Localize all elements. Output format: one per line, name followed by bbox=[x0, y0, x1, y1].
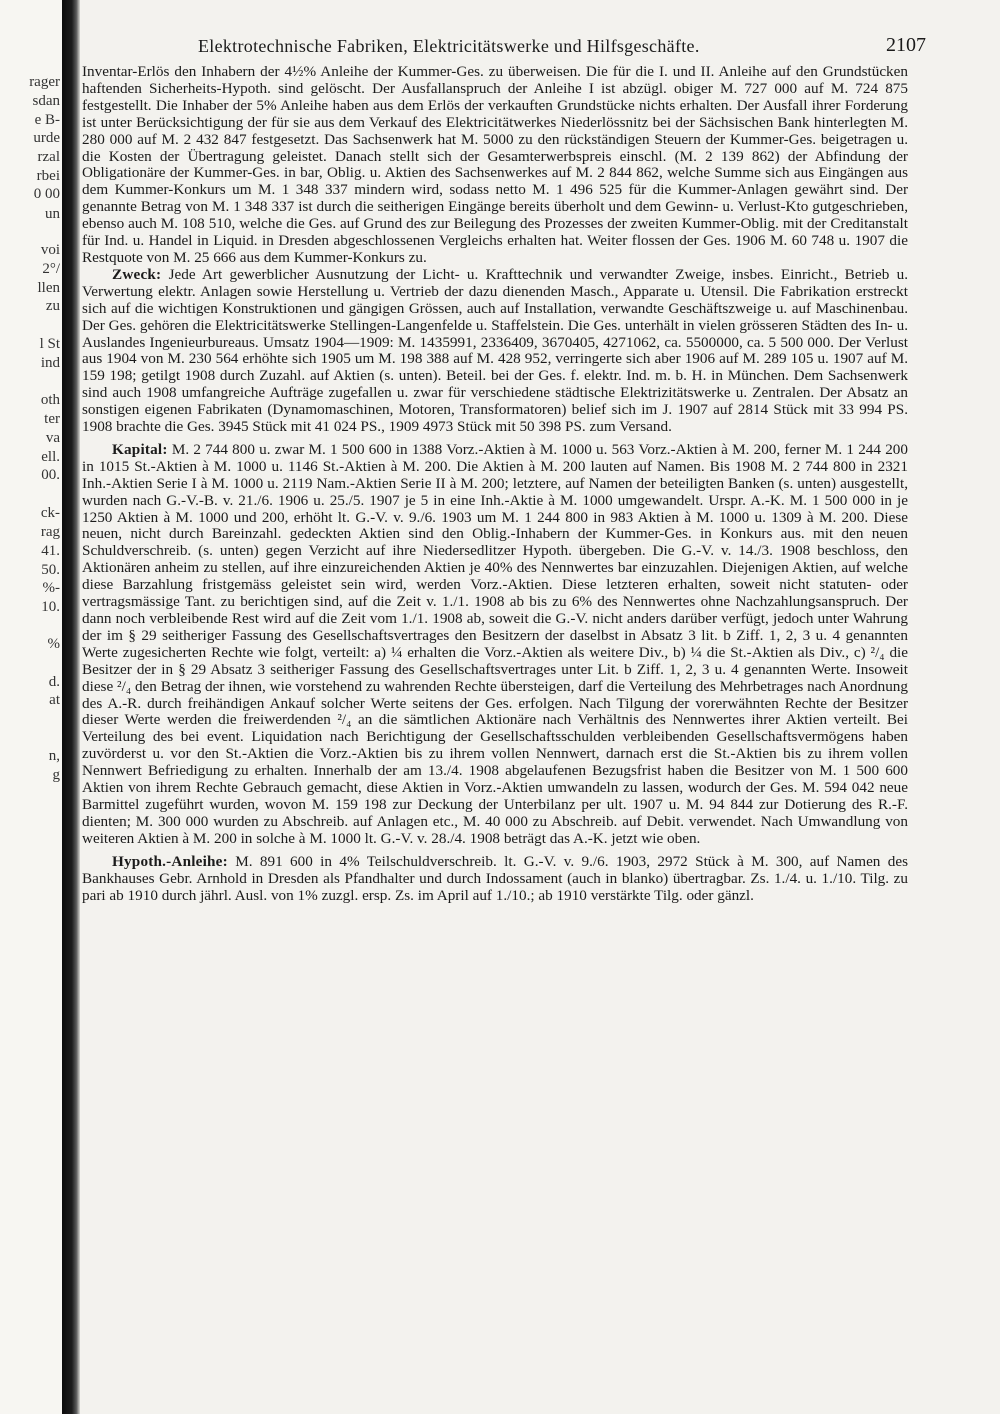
section-kapital bbox=[82, 442, 908, 848]
margin-fragment: 41. bbox=[41, 543, 60, 559]
paragraph-text: M. 891 600 in 4% Teilschuldverschreib. lt. G.-V. v. 9./6. 1903, 2972 Stück à M. 300, auf Namen des Bankhauses Gebr. Arnhold in Dresden als Pfandhalter und durch Indossament (auch in blanko) übertragbar. Zs. 1./4. u. 1./10. Tilg. zu pari ab 1910 durch jährl. Ausl. von 1% zuzgl. ersp. Zs. im April auf 1./10.; ab 1910 verstärkte Tilg. oder gänzl. bbox=[82, 852, 909, 904]
margin-fragment: g bbox=[52, 767, 60, 783]
margin-fragment: ck- bbox=[40, 505, 60, 521]
margin-fragment: rager bbox=[29, 74, 60, 90]
margin-fragment: 0 00 bbox=[33, 186, 60, 202]
margin-fragment: 2°/ bbox=[42, 261, 60, 277]
margin-fragment: 00. bbox=[41, 467, 60, 483]
adjacent-page-margin bbox=[0, 0, 62, 1414]
margin-fragment: % bbox=[47, 636, 60, 652]
margin-fragment: urde bbox=[33, 130, 60, 146]
margin-fragment: ell. bbox=[41, 449, 60, 465]
margin-fragment: ter bbox=[44, 411, 60, 427]
margin-fragment: %- bbox=[42, 580, 60, 596]
running-title: Elektrotechnische Fabriken, Elektricitätswerke und Hilfsgeschäfte. bbox=[198, 36, 700, 56]
section-heading: Kapital: bbox=[112, 440, 168, 458]
margin-fragment: rag bbox=[40, 524, 60, 540]
section-heading: Hypoth.-Anleihe: bbox=[112, 852, 228, 870]
margin-fragment: l St bbox=[39, 336, 60, 352]
page-number: 2107 bbox=[886, 34, 926, 56]
margin-fragment: voi bbox=[40, 242, 60, 258]
paragraph-text: M. 2 744 800 u. zwar M. 1 500 600 in 1388 Vorz.-Aktien à M. 1000 u. 563 Vorz.-Aktien à M. 200, ferner M. 1 244 200 in 1015 St.-Aktien à M. 1000 u. 1146 St.-Aktien à M. 200. Die Aktien à M. 200 lauten auf Namen. Bis 1908 M. 2 744 800 in 2321 Inh.-Aktien Serie I à M. 1000 u. 2119 Nam.-Aktien Serie II à M. 200; letztere, auf Namen der beteiligten Banken (s. unten) ausgestellt, wurden nach G.-V.-B. v. 21./6. 1906 u. 25./5. 1907 je 5 in eine Inh.-Aktie à M. 1000 umgewandelt. Urspr. A.-K. M. 1 500 000 in je 1250 Aktien à M. 1000 und 200, erhöht lt. G.-V. v. 9./6. 1903 um M. 1 244 800 in 983 Aktien à M. 1000 u. 1309 à M. 200. Diese neuen, nicht durch Bareinzahl. gedeckten Aktien sind den Oblig.-Inhabern der Kummer-Ges. in Konkurs aus. mit den neuen Schuldverschreib. (s. unten) gegen Verzicht auf ihre Niedersedlitzer Hypoth. übergeben. Die G.-V. v. 14./3. 1908 beschloss, den Aktionären anheim zu stellen, auf ihre einzureichenden Aktien je 40% des Nennwertes bar einzuzahlen. Diejenigen Aktien, auf welche diese Barzahlung fristgemäss geleistet sein wird, werden Vorz.-Aktien. Diese letzteren erhalten, soweit nicht statuten- oder vertragsmässige Tant. zu berichtigen sind, auf die Zeit v. 1./1. 1908 ab bis zu 6% des Nennwertes ohne Nachzahlungsanspruch. Der dann noch verbleibende Rest wird auf die Zeit vom 1./1. 1908 ab, soweit die G.-V. nicht anders darüber verfügt, jedoch unter Wahrung der im § 29 seitheriger Fassung des Gesellschaftsvertrages den Besitzern der daselbst in Absatz 3 lit. b Ziff. 1, 2, 3 u. 4 genannten Werte zugesicherten Rechte wie folgt, verteilt: a) ¼ erhalten die Vorz.-Aktien als weitere Div., b) ¼ die St.-Aktien als Div., c) ²/₄ die Besitzer der in § 29 Absatz 3 seitheriger Fassung des Gesellschaftsvertrages unter Lit. b Ziff. 1, 2, 3 u. 4 genannten Werte. Insoweit diese ²/₄ den Betrag der ihnen, wie vorstehend zu wahrenden Rechte übersteigen, darf die Verteilung des Mehrbetrages nach Anordnung des A.-R. durch freihändigen Ankauf solcher Werte seitens der Ges. erfolgen. Nach Tilgung der vorerwähnten Rechte der Besitzer dieser Werte werden die freiwerdenden ²/₄ an die sämtlichen Aktionäre nach Verhältnis des Nennwertes ihrer Aktien verteilt. Bei Verteilung des bei event. Liquidation nach Berichtigung der Gesellschaftsschulden verbleibenden Gesellschaftsvermögens haben zuvörderst u. vor den St.-Aktien die Vorz.-Aktien bis zu ihrem vollen Nennwert, darnach erst die St.-Aktien bis zu ihrem vollen Nennwert Befriedigung zu erhalten. Innerhalb der am 13./4. 1908 abgelaufenen Bezugsfrist haben die Besitzer von M. 1 500 600 Aktien von ihrem Rechte Gebrauch gemacht, diese Aktien in Vorz.-Aktien umwandeln zu lassen, wodurch der Ges. M. 594 042 neue Barmittel zugeführt wurden, wovon M. 159 198 zur Deckung der Unterbilanz per ult. 1907 u. M. 94 844 zur Dotierung des R.-F. dienten; M. 300 000 wurden zu Abschreib. auf Anlagen etc., M. 40 000 zu Abschreib. auf Debit. verwendet. Nach Umwandlung von weiteren Aktien à M. 200 in solche à M. 1000 lt. G.-V. v. 28./4. 1908 beträgt das A.-K. jetzt wie oben. bbox=[82, 440, 908, 847]
paragraph-text: Inventar-Erlös den Inhabern der 4½% Anleihe der Kummer-Ges. zu überweisen. Die für die I. und II. Anleihe auf den Grundstücken haftenden Sicherheits-Hypoth. sind gelöscht. Der Ausfallanspruch der Anleihe I ist abzügl. obiger M. 727 000 auf M. 724 875 festgestellt. Die Inhaber der 5% Anleihe haben aus dem Erlös der verkauften Grundstücke nichts erhalten. Der Ausfall ihrer Forderung ist unter Berücksichtigung der für sie aus dem Verkauf des Elektricitätwerkes Niederlössnitz bei der Sächsischen Bank hinterlegten M. 280 000 auf M. 2 432 847 festgesetzt. Das Sachsenwerk hat M. 5000 zu den rückständigen Steuern der Kummer-Ges. beigetragen u. die Kosten der Übertragung geleistet. Danach stellt sich der Gesamterwerbspreis einschl. (M. 2 139 862) der Abfindung der Obligationäre der Kummer-Ges. in bar, Oblig. u. Aktien des Sachsenwerkes auf M. 2 844 862, welche Summe sich aus Eingängen aus dem Kummer-Konkurs um M. 1 348 337 mindern wird, sodass netto M. 1 496 525 für die Kummer-Anlagen gewährt sind. Der genannte Betrag von M. 1 348 337 ist durch die seitherigen Eingänge bereits überholt und dem Gewinn- u. Verlust-Kto gutgeschrieben, ebenso auch M. 108 510, welche die Ges. auf Grund des zur Beilegung des Prozesses der zweiten Kummer-Oblig. mit der Creditanstalt für Ind. u. Handel in Liquid. in Dresden abgeschlossenen Vergleichs erhalten hat. Weiter flossen der Ges. 1906 M. 60 748 u. 1907 die Restquote von M. 25 666 aus dem Kummer-Konkurs zu. bbox=[82, 63, 908, 266]
section-heading: Zweck: bbox=[112, 265, 162, 283]
margin-fragment: rzal bbox=[37, 149, 60, 165]
margin-fragment: 50. bbox=[41, 562, 60, 578]
margin-fragment: at bbox=[49, 692, 60, 708]
running-header bbox=[80, 34, 926, 60]
margin-fragment: n, bbox=[48, 748, 60, 764]
margin-fragment: 10. bbox=[41, 599, 60, 615]
margin-fragment: un bbox=[45, 206, 60, 222]
margin-fragment: sdan bbox=[32, 93, 60, 109]
margin-fragment: e B- bbox=[34, 112, 60, 128]
margin-fragment: oth bbox=[40, 392, 60, 408]
margin-fragment: ind bbox=[40, 355, 60, 371]
section-hypoth-anleihe bbox=[82, 854, 908, 905]
margin-fragment: d. bbox=[48, 674, 60, 690]
paragraph-continuation bbox=[82, 64, 908, 267]
margin-fragment: va bbox=[45, 430, 60, 446]
body-text bbox=[82, 64, 908, 904]
margin-fragment: zu bbox=[45, 298, 60, 314]
book-gutter bbox=[62, 0, 80, 1414]
section-zweck bbox=[82, 267, 908, 436]
paragraph-text: Jede Art gewerblicher Ausnutzung der Licht- u. Krafttechnik und verwandter Zweige, insbes. Einricht., Betrieb u. Verwertung elektr. Anlagen sowie Herstellung u. Vertrieb der dazu dienenden Masch., Apparate u. Utensil. Die Fabrikation erstreckt sich auf die wichtigen Konstruktionen und gängigen Grössen, auch auf Installation, verwandte Geschäftszweige u. auf Maschinenbau. Der Ges. gehören die Elektricitätswerke Stellingen-Langenfelde u. Staffelstein. Die Ges. unterhält in vielen grösseren Städten des In- u. Auslandes Ingenieurbureaus. Umsatz 1904—1909: M. 1435991, 2336409, 3670405, 4271062, ca. 5500000, ca. 5 500 000. Der Verlust aus 1904 von M. 230 564 erhöhte sich 1905 um M. 198 388 auf M. 428 952, verringerte sich aber 1906 auf M. 289 105 u. 1907 auf M. 159 198; getilgt 1908 durch Zuzahl. auf Aktien (s. unten). Beteil. bei der Ges. f. elektr. Ind. m. b. H. in München. Dem Sachsenwerk sind auch 1908 umfangreiche Aufträge zugefallen u. zwar für verschiedene städtische Elektrizitätswerke u. Zentralen. Der Absatz an sonstigen eigenen Fabrikaten (Dynamomaschinen, Motoren, Transformatoren) belief sich im J. 1907 auf 2814 Stück mit 33 994 PS. 1908 brachte die Ges. 3945 Stück mit 41 024 PS., 1909 4973 Stück mit 50 398 PS. zum Versand. bbox=[82, 265, 908, 436]
margin-fragment: llen bbox=[37, 280, 60, 296]
margin-fragment: rbei bbox=[36, 168, 60, 184]
